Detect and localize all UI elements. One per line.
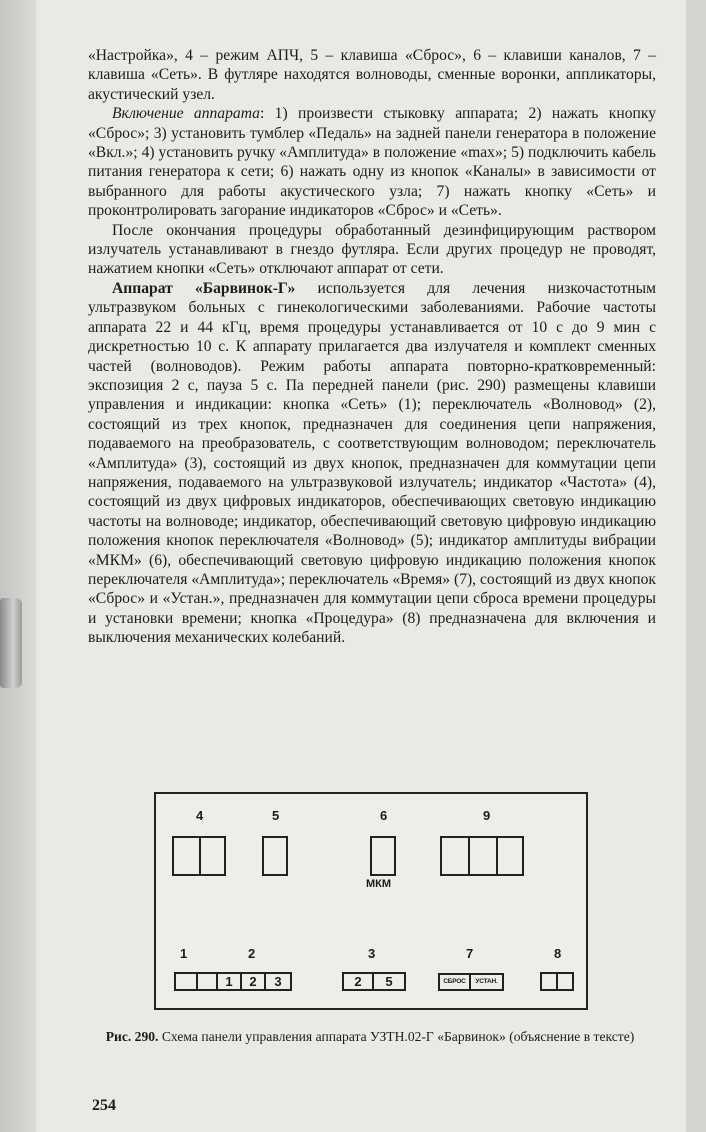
body-text	[88, 46, 656, 648]
paragraph-1: «Настройка», 4 – режим АПЧ, 5 – клавиша «Сброс», 6 – клавиши каналов, 7 – клавиша «Сеть». В футляре находятся волноводы, сменные воронки, аппликаторы, акустический узел.	[88, 47, 656, 103]
figure-caption	[100, 1028, 640, 1046]
label-1: 1	[180, 946, 188, 961]
label-8: 8	[554, 946, 562, 961]
bookmark-tab	[0, 598, 22, 688]
caption-text: Схема панели управления аппарата УЗТН.02-Г «Барвинок» (объяснение в тексте)	[158, 1029, 635, 1044]
paragraph-2-body: : 1) произвести стыковку аппарата; 2) нажать кнопку «Сброс»; 3) установить тумблер «Педаль» на задней панели генератора в положение «Вкл.»; 4) установить ручку «Амплитуда» в положение «max»; 5) подключить кабель питания генератора к сети; 6) нажать одну из кнопок «Каналы» в зависимости от выбранного для работы акустического узла; 7) нажать кнопку «Сеть» и проконтролировать загорание индикаторов «Сброс» и «Сеть».	[88, 105, 656, 220]
waveguide-button-1[interactable]: 1	[218, 974, 242, 989]
set-button[interactable]: УСТАН.	[475, 978, 498, 985]
label-9: 9	[483, 808, 491, 823]
time-digit-divider-1	[468, 838, 470, 874]
paragraph-2-lead: Включение аппарата	[112, 105, 260, 123]
procedure-button-divider	[556, 974, 558, 989]
amplitude-button-2[interactable]: 2	[344, 974, 374, 989]
amplitude-indicator	[370, 836, 396, 876]
waveguide-switch	[216, 972, 292, 991]
label-6: 6	[380, 808, 388, 823]
label-3: 3	[368, 946, 376, 961]
paragraph-4-lead: Аппарат «Барвинок-Г»	[112, 279, 296, 297]
paragraph-3: После окончания процедуры обработанный дезинфицирующим раствором излучатель устанавливают в гнездо футляра. Если других процедур не проводят, нажатием кнопки «Сеть» отключают аппарат от сети.	[88, 221, 656, 278]
page-number: 254	[92, 1097, 116, 1114]
label-5: 5	[272, 808, 280, 823]
label-2: 2	[248, 946, 256, 961]
caption-title: Рис. 290.	[105, 1029, 159, 1044]
power-button-divider	[196, 974, 198, 989]
time-digit-divider-2	[496, 838, 498, 874]
time-switch	[438, 973, 504, 991]
paragraph-4	[88, 279, 656, 648]
waveguide-button-3[interactable]: 3	[274, 974, 282, 989]
paragraph-2	[88, 104, 656, 220]
label-4: 4	[196, 808, 204, 823]
waveguide-button-2[interactable]: 2	[242, 974, 266, 989]
control-panel-diagram	[154, 792, 588, 1010]
time-indicator	[440, 836, 524, 876]
frequency-indicator	[172, 836, 226, 876]
amplitude-switch	[342, 972, 406, 991]
procedure-button[interactable]	[540, 972, 574, 991]
frequency-digit-divider	[199, 838, 201, 874]
paragraph-4-body: используется для лечения низкочастотным ультразвуком больных с гинекологическими заболеваниями. Рабочие частоты аппарата 22 и 44 кГц, время процедуры устанавливается от 10 с до 9 мин с дискретностью 10 с. К аппарату прилагается два излучателя и комплект сменных частей (волноводов). Режим работы аппарата повторно-кратковременный: экспозиция 2 с, пауза 5 с. Па передней панели (рис. 290) размещены клавиши управления и индикации: кнопка «Сеть» (1); переключатель «Волновод» (2), состоящий из трех кнопок, предназначен для соединения цепи напряжения, подаваемого на преобразователь, с соответствующим волноводом; переключатель «Амплитуда» (3), состоящий из двух кнопок, предназначен для коммутации цепи напряжения, подаваемого на ультразвуковой излучатель; индикатор «Частота» (4), состоящий из двух цифровых индикаторов, обеспечивающих световую индикацию частоты на волноводе; индикатор, обеспечивающий световую цифровую индикацию положения кнопок переключателя «Волновод» (5); индикатор амплитуды вибрации «МКМ» (6), обеспечивающий световую цифровую индикацию положения кнопок переключателя «Амплитуда»; переключатель «Время» (7), состоящий из двух кнопок «Сброс» и «Устан.», предназначен для коммутации цепи сброса времени процедуры и установки времени; кнопка «Процедура» (8) предназначена для включения и выключения механических колебаний.	[88, 279, 656, 647]
amplitude-button-5[interactable]: 5	[385, 974, 393, 989]
reset-button[interactable]: СБРОС	[440, 975, 471, 989]
page-edge	[686, 0, 706, 1132]
mkm-label: МКМ	[366, 878, 392, 890]
power-button[interactable]	[174, 972, 218, 991]
book-spine-shadow	[0, 0, 36, 1132]
label-7: 7	[466, 946, 474, 961]
waveguide-indicator	[262, 836, 288, 876]
